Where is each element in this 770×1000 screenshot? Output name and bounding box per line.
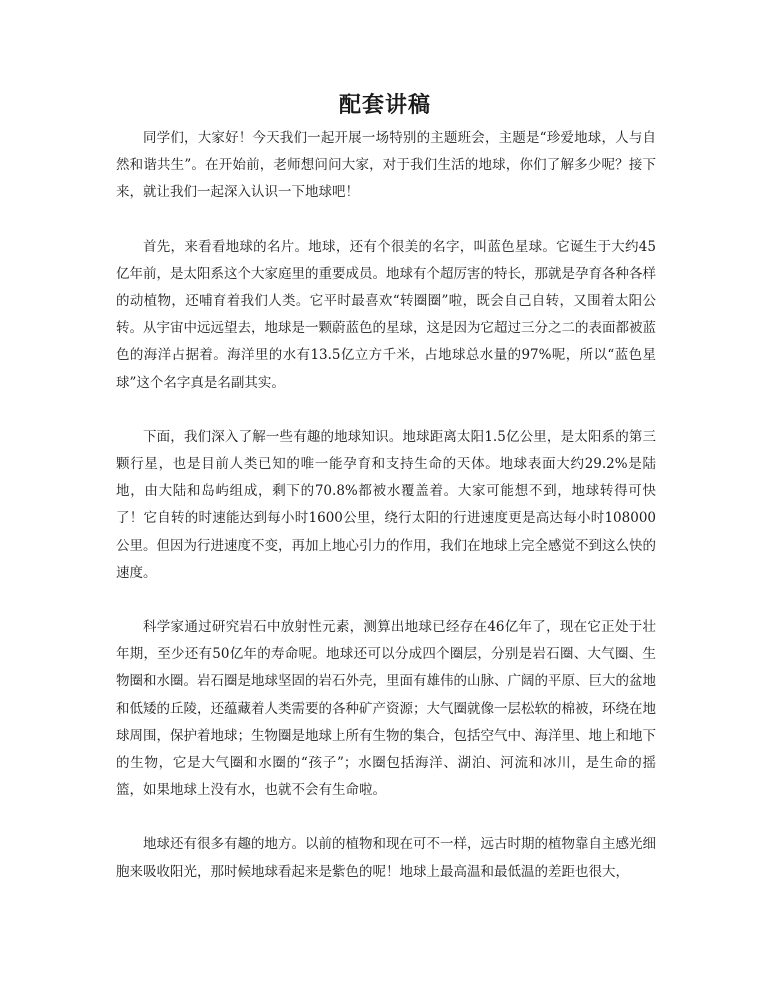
paragraph-spacer <box>116 207 656 234</box>
paragraph-spacer <box>116 397 656 424</box>
paragraph-4: 科学家通过研究岩石中放射性元素，测算出地球已经存在46亿年了，现在它正处于壮年期，至少还有50亿年的寿命呢。地球还可以分成四个圈层，分别是岩石圈、大气圈、生物圈和水圈。岩石圈是地球坚固的岩石外壳，里面有雄伟的山脉、广阔的平原、巨大的盆地和低矮的丘陵，还蕴藏着人类需要的各种矿产资源；大气圈就像一层松软的棉被，环绕在地球周围，保护着地球；生物圈是地球上所有生物的集合，包括空气中、海洋里、地上和地下的生物，它是大气圈和水圈的“孩子”；水圈包括海洋、湖泊、河流和冰川，是生命的摇篮，如果地球上没有水，也就不会有生命啦。 <box>116 619 656 799</box>
paragraph-spacer <box>116 804 656 831</box>
paragraph-2: 首先，来看看地球的名片。地球，还有个很美的名字，叫蓝色星球。它诞生于大约45亿年前，是太阳系这个大家庭里的重要成员。地球有个超厉害的特长，那就是孕育各种各样的动植物，还哺育着我们人类。它平时最喜欢“转圈圈”啦，既会自己自转，又围着太阳公转。从宇宙中远远望去，地球是一颗蔚蓝色的星球，这是因为它超过三分之二的表面都被蓝色的海洋占据着。海洋里的水有13.5亿立方千米，占地球总水量的97%呢，所以“蓝色星球”这个名字真是名副其实。 <box>116 238 656 391</box>
paragraph-5: 地球还有很多有趣的地方。以前的植物和现在可不一样，远古时期的植物靠自主感光细胞来吸收阳光，那时候地球看起来是紫色的呢！地球上最高温和最低温的差距也很大， <box>116 836 656 880</box>
paragraph-spacer <box>116 587 656 614</box>
document-title: 配套讲稿 <box>338 92 431 118</box>
document-body <box>116 125 656 886</box>
paragraph-3: 下面，我们深入了解一些有趣的地球知识。地球距离太阳1.5亿公里，是太阳系的第三颗行星，也是目前人类已知的唯一能孕育和支持生命的天体。地球表面大约29.2%是陆地，由大陆和岛屿组成，剩下的70.8%都被水覆盖着。大家可能想不到，地球转得可快了！它自转的时速能达到每小时1600公里，绕行太阳的行进速度更是高达每小时108000公里。但因为行进速度不变，再加上地心引力的作用，我们在地球上完全感觉不到这么快的速度。 <box>116 428 656 581</box>
paragraph-1: 同学们，大家好！今天我们一起开展一场特别的主题班会，主题是“珍爱地球，人与自然和谐共生”。在开始前，老师想问问大家，对于我们生活的地球，你们了解多少呢？接下来，就让我们一起深入认识一下地球吧！ <box>116 130 656 201</box>
